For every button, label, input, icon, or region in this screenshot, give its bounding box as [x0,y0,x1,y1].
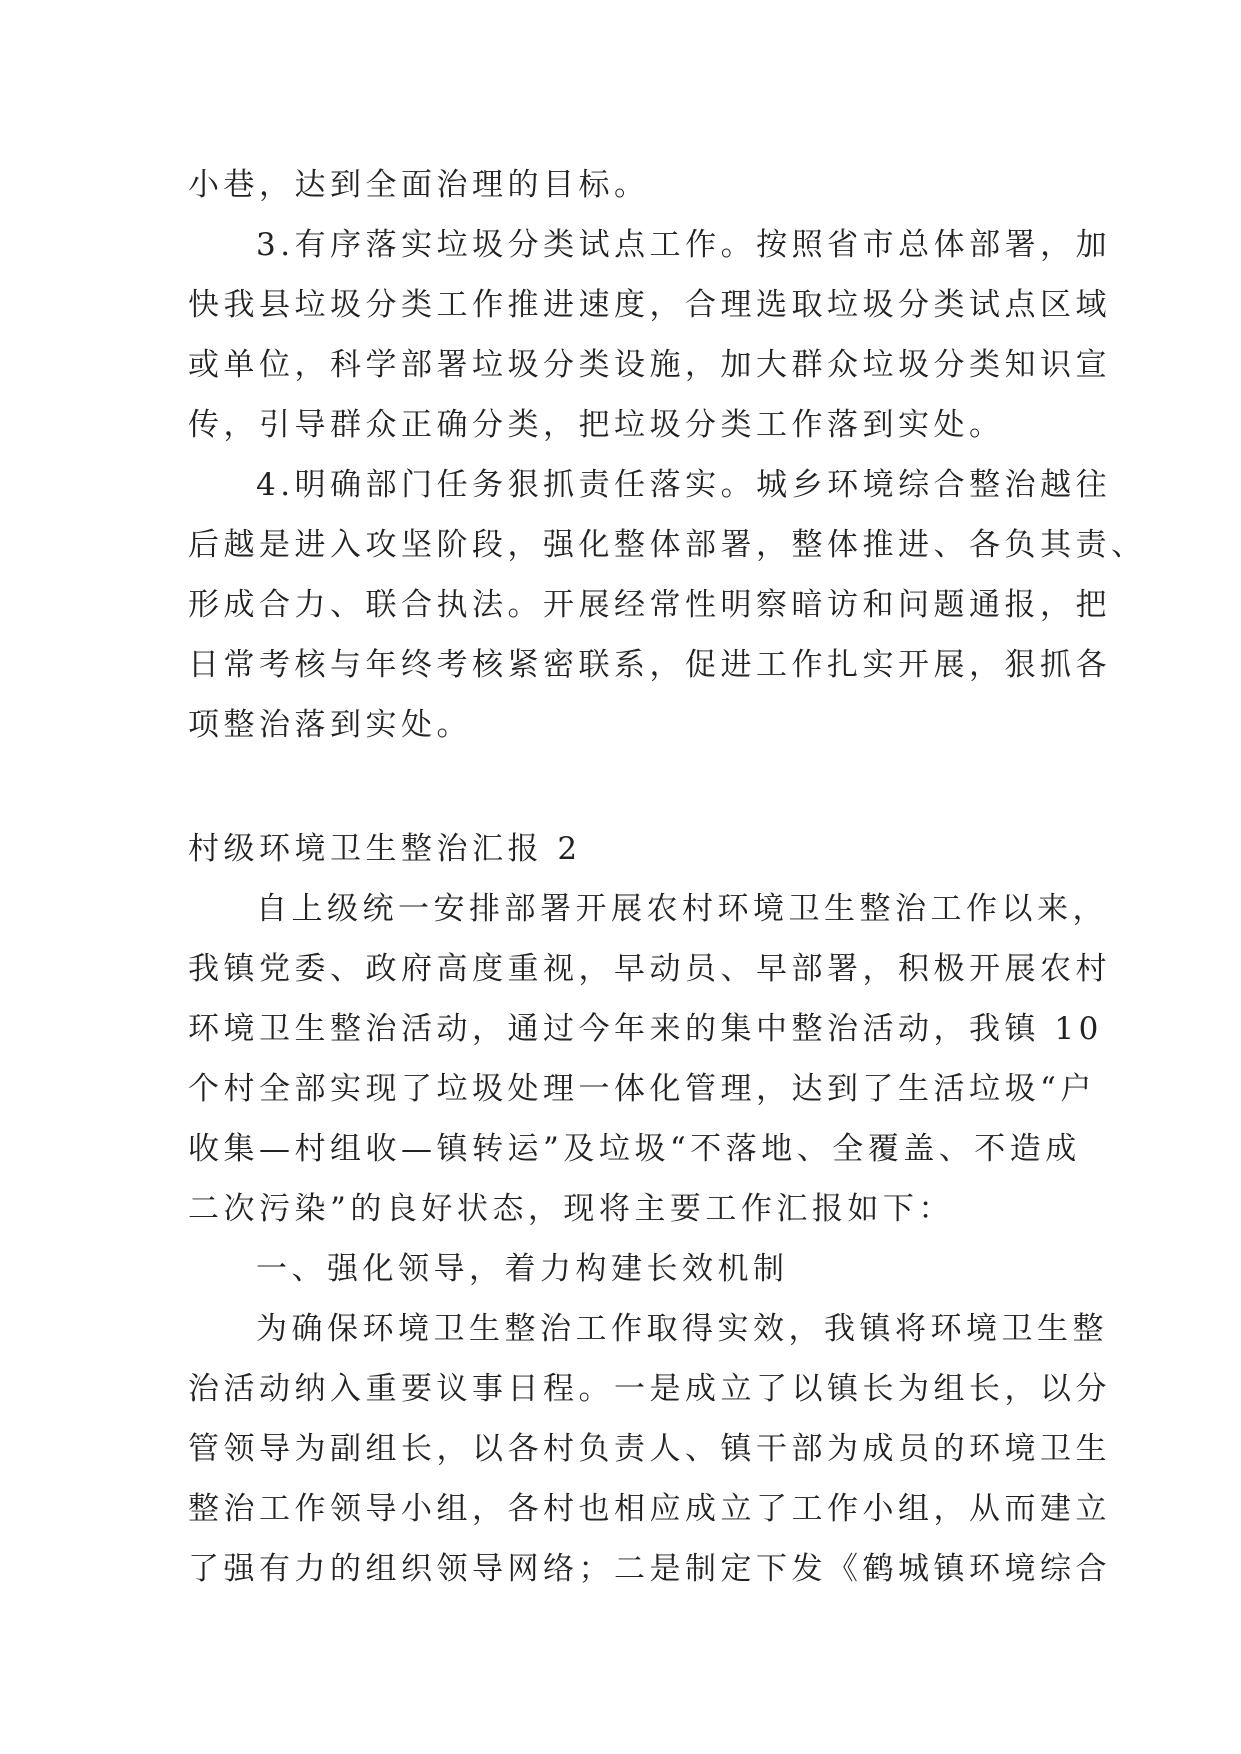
text-line: 整治工作领导小组，各村也相应成立了工作小组，从而建立 [188,1491,1111,1527]
text-line: 日常考核与年终考核紧密联系，促进工作扎实开展，狠抓各 [188,647,1111,683]
text-line: 3.有序落实垃圾分类试点工作。按照省市总体部署，加 [256,227,1112,263]
text-line: 个村全部实现了垃圾处理一体化管理，达到了生活垃圾“户 [188,1071,1096,1107]
text-line: 项整治落到实处。 [188,707,472,743]
subheading: 一、强化领导，着力构建长效机制 [256,1251,789,1287]
section-spacer [188,755,1058,819]
text-line: 4.明确部门任务狠抓责任落实。城乡环境综合整治越往 [256,467,1112,503]
text-line: 后越是进入攻坚阶段，强化整体部署，整体推进、各负其责、 [188,527,1147,563]
text-line: 或单位，科学部署垃圾分类设施，加大群众垃圾分类知识宣 [188,347,1111,383]
text-line: 了强有力的组织领导网络；二是制定下发《鹤城镇环境综合 [188,1551,1111,1587]
text-line: 小巷，达到全面治理的目标。 [188,167,650,203]
section-title: 村级环境卫生整治汇报 2 [188,831,582,867]
text-line: 治活动纳入重要议事日程。一是成立了以镇长为组长，以分 [188,1371,1111,1407]
text-line: 为确保环境卫生整治工作取得实效，我镇将环境卫生整 [256,1311,1108,1347]
text-line: 快我县垃圾分类工作推进速度，合理选取垃圾分类试点区域 [188,287,1111,323]
text-line: 自上级统一安排部署开展农村环境卫生整治工作以来， [256,891,1108,927]
document-page [188,155,1147,1599]
text-line: 二次污染”的良好状态，现将主要工作汇报如下： [188,1191,954,1227]
text-line: 收集—村组收—镇转运”及垃圾“不落地、全覆盖、不造成 [188,1131,1081,1167]
text-line: 形成合力、联合执法。开展经常性明察暗访和问题通报，把 [188,587,1111,623]
text-line: 管领导为副组长，以各村负责人、镇干部为成员的环境卫生 [188,1431,1111,1467]
text-line: 我镇党委、政府高度重视，早动员、早部署，积极开展农村 [188,951,1111,987]
text-line: 传，引导群众正确分类，把垃圾分类工作落到实处。 [188,407,1005,443]
text-line: 环境卫生整治活动，通过今年来的集中整治活动，我镇 10 [188,1011,1103,1047]
